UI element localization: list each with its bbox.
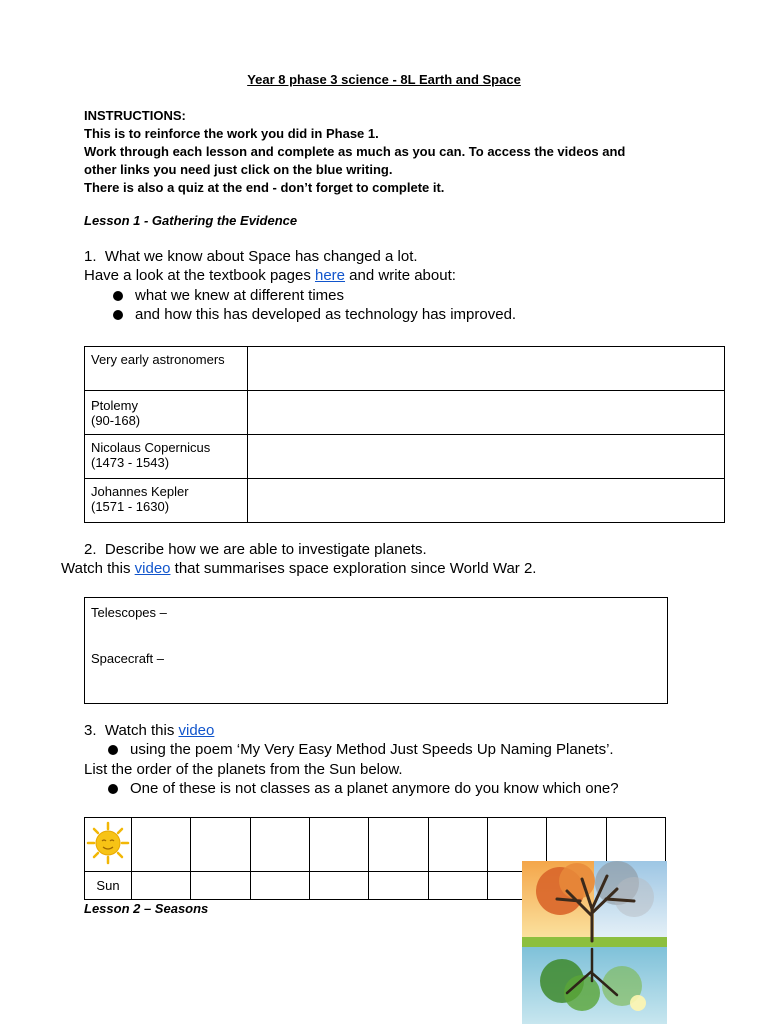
table-row (85, 479, 725, 523)
question-2 (84, 540, 427, 560)
bullet-text: what we knew at different times (135, 287, 344, 304)
astronomer-name-text: Very early astronomers (91, 352, 225, 367)
question-1-instruction (84, 266, 456, 286)
planet-cell[interactable] (369, 872, 428, 900)
astronomer-name-text: Johannes Kepler (91, 484, 189, 499)
table-row (85, 347, 725, 391)
instructions-line: Work through each lesson and complete as much as you can. To access the videos and (84, 144, 626, 159)
astronomer-name-text: Ptolemy (91, 398, 138, 413)
astronomer-name (85, 391, 248, 435)
astronomer-name (85, 435, 248, 479)
question-3-text: Watch this (104, 722, 179, 739)
question-1 (84, 247, 418, 267)
question-1-instruction-text-end: and write about: (345, 267, 456, 284)
question-2-instruction-text-end: that summarises space exploration since World War 2. (170, 560, 537, 577)
table-row (85, 435, 725, 479)
instructions-block (84, 107, 724, 197)
question-3-number: 3. (84, 722, 97, 739)
lesson2-heading: Lesson 2 – Seasons (84, 901, 209, 916)
astronomer-name (85, 479, 248, 523)
seasons-tree-illustration (522, 861, 667, 1024)
question-1-text: What we know about Space has changed a lot. (104, 248, 418, 265)
bullet-icon (108, 784, 118, 794)
question-1-instruction-text: Have a look at the textbook pages (84, 267, 315, 284)
page-title: Year 8 phase 3 science - 8L Earth and Space (247, 72, 521, 87)
bullet-text: using the poem ‘My Very Easy Method Just Speeds Up Naming Planets’. (130, 741, 614, 758)
planet-cell[interactable] (428, 818, 487, 872)
question-2-instruction (61, 559, 536, 579)
question-3-instruction: List the order of the planets from the Sun below. (84, 761, 403, 778)
planet-cell[interactable] (250, 872, 309, 900)
astronomer-dates: (1571 - 1630) (91, 499, 170, 514)
question-1-number: 1. (84, 248, 97, 265)
astronomer-name-text: Nicolaus Copernicus (91, 440, 211, 455)
textbook-link[interactable]: here (314, 267, 346, 284)
planet-cell[interactable] (250, 818, 309, 872)
answer-cell[interactable] (248, 347, 725, 391)
list-item (108, 740, 614, 760)
planet-cell[interactable] (191, 872, 250, 900)
planet-cell[interactable] (132, 872, 191, 900)
planet-cell[interactable] (132, 818, 191, 872)
bullet-icon (113, 310, 123, 320)
video-link[interactable]: video (178, 722, 215, 739)
bullet-icon (108, 745, 118, 755)
instructions-heading: INSTRUCTIONS: (84, 108, 186, 123)
instructions-line: other links you need just click on the blue writing. (84, 162, 393, 177)
astronomer-dates: (90-168) (91, 413, 141, 428)
question-2-text: Describe how we are able to investigate planets. (104, 541, 427, 558)
table-row (85, 391, 725, 435)
video-link[interactable]: video (134, 560, 171, 577)
list-item (113, 305, 516, 325)
bullet-text: One of these is not classes as a planet anymore do you know which one? (130, 780, 619, 797)
planet-cell[interactable] (191, 818, 250, 872)
planet-cell[interactable] (309, 872, 368, 900)
lesson1-heading: Lesson 1 - Gathering the Evidence (84, 213, 298, 228)
astronomers-table (84, 346, 725, 523)
four-seasons-tree-image (522, 861, 667, 1024)
list-item (108, 779, 619, 799)
sun-cell (85, 818, 132, 872)
bullet-icon (113, 291, 123, 301)
answer-cell[interactable] (248, 435, 725, 479)
list-item (113, 286, 344, 306)
question-3 (84, 721, 214, 741)
telescopes-label: Telescopes – (91, 605, 167, 620)
spacecraft-label: Spacecraft – (91, 651, 164, 666)
answer-cell[interactable] (248, 479, 725, 523)
planet-cell[interactable] (309, 818, 368, 872)
astronomer-dates: (1473 - 1543) (91, 455, 170, 470)
question-2-number: 2. (84, 541, 97, 558)
planet-cell[interactable] (369, 818, 428, 872)
question-2-instruction-text: Watch this (61, 560, 135, 577)
instructions-line: There is also a quiz at the end - don’t forget to complete it. (84, 180, 445, 195)
astronomer-name (85, 347, 248, 391)
sun-icon (86, 821, 130, 865)
investigation-answer-box[interactable] (84, 597, 668, 704)
bullet-text: and how this has developed as technology has improved. (135, 306, 517, 323)
instructions-line: This is to reinforce the work you did in Phase 1. (84, 126, 379, 141)
sun-label: Sun (85, 872, 132, 900)
planet-cell[interactable] (428, 872, 487, 900)
answer-cell[interactable] (248, 391, 725, 435)
